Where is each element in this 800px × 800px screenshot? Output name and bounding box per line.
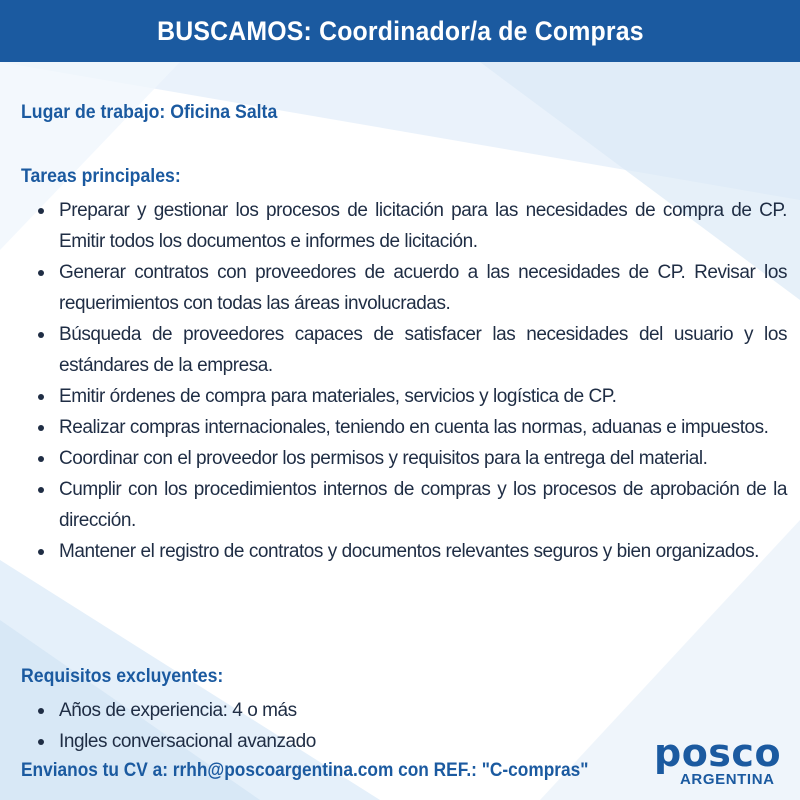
task-item: Coordinar con el proveedor los permisos y requisitos para la entrega del material. — [21, 443, 787, 474]
page-title: BUSCAMOS: Coordinador/a de Compras — [156, 15, 644, 46]
requirement-item: Años de experiencia: 4 o más — [21, 695, 787, 726]
task-item: Cumplir con los procedimientos internos de compras y los procesos de aprobación de la dirección. — [21, 474, 787, 536]
task-item: Generar contratos con proveedores de acuerdo a las necesidades de CP. Revisar los requerimientos con todas las áreas involucradas. — [21, 257, 787, 319]
work-location: Lugar de trabajo: Oficina Salta — [21, 102, 278, 123]
tasks-heading: Tareas principales: — [21, 166, 181, 187]
task-item: Preparar y gestionar los procesos de licitación para las necesidades de compra de CP. Emitir todos los documentos e informes de licitación. — [21, 195, 787, 257]
logo-country: ARGENTINA — [680, 771, 775, 788]
task-item: Emitir órdenes de compra para materiales, servicios y logística de CP. — [21, 381, 787, 412]
logo-wordmark: posco — [654, 731, 782, 775]
contact-line: Envianos tu CV a: rrhh@poscoargentina.com con REF.: "C-compras" — [21, 760, 589, 781]
requirement-item: Ingles conversacional avanzado — [21, 726, 787, 757]
task-item: Búsqueda de proveedores capaces de satisfacer las necesidades del usuario y los estándares de la empresa. — [21, 319, 787, 381]
requirements-heading: Requisitos excluyentes: — [21, 666, 224, 687]
tasks-list — [21, 195, 787, 567]
task-item: Realizar compras internacionales, teniendo en cuenta las normas, aduanas e impuestos. — [21, 412, 787, 443]
posco-argentina-logo — [654, 733, 790, 791]
task-item: Mantener el registro de contratos y documentos relevantes seguros y bien organizados. — [21, 536, 787, 567]
